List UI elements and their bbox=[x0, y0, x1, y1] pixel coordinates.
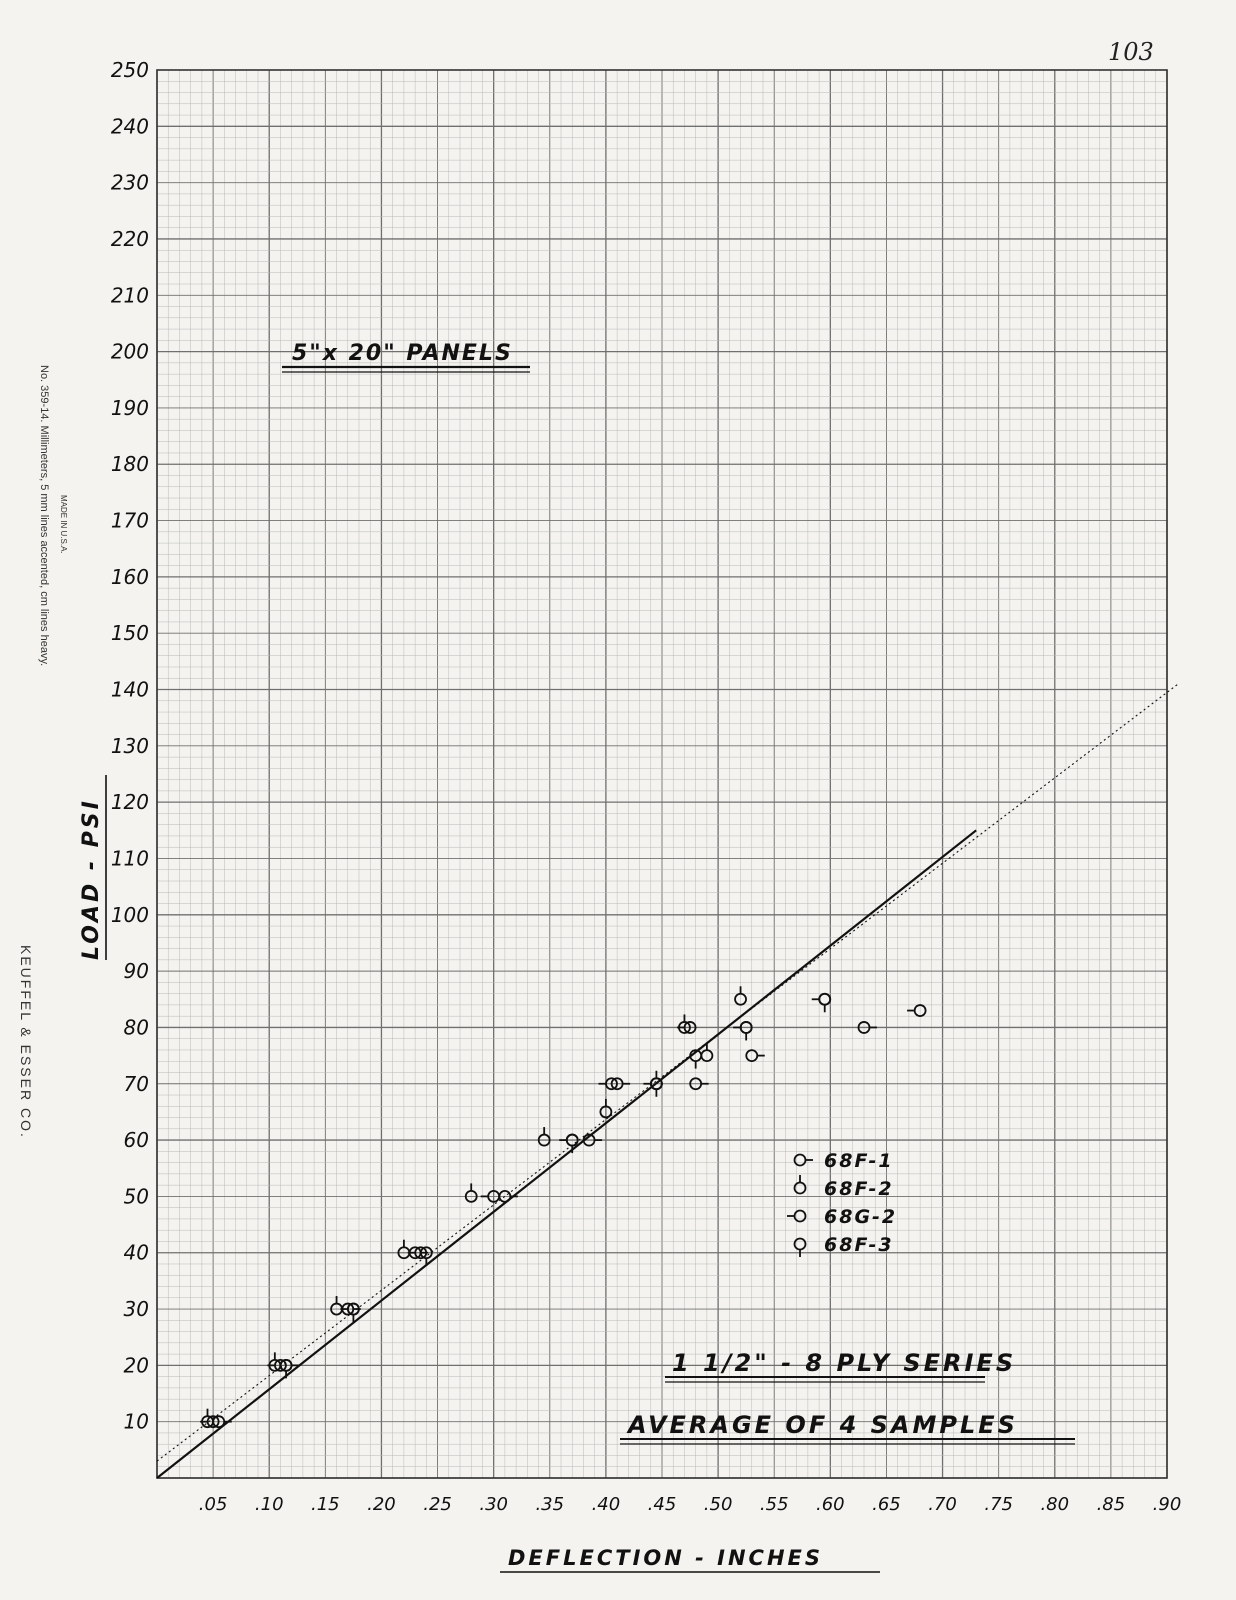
y-tick-label: 60 bbox=[123, 1128, 149, 1153]
data-point-series-4 bbox=[819, 994, 830, 1013]
legend-marker bbox=[795, 1155, 814, 1166]
y-tick-label: 180 bbox=[110, 452, 149, 477]
chart-title: 5"x 20" PANELS bbox=[292, 341, 513, 366]
y-tick-label: 230 bbox=[110, 170, 149, 195]
y-tick-label: 50 bbox=[123, 1184, 149, 1209]
x-tick-label: .15 bbox=[311, 1494, 340, 1515]
legend-label: 68F-1 bbox=[824, 1150, 894, 1172]
marker-circle bbox=[795, 1211, 806, 1222]
legend-label: 68G-2 bbox=[824, 1206, 898, 1228]
x-axis-label: DEFLECTION - INCHES bbox=[508, 1546, 824, 1570]
x-tick-label: .05 bbox=[198, 1494, 228, 1515]
y-tick-label: 200 bbox=[110, 339, 149, 364]
y-tick-label: 170 bbox=[110, 508, 149, 533]
y-tick-label: 100 bbox=[110, 902, 149, 927]
y-tick-label: 240 bbox=[110, 114, 149, 139]
y-tick-label: 110 bbox=[110, 846, 149, 871]
x-tick-label: .35 bbox=[535, 1494, 565, 1515]
marker-circle bbox=[819, 994, 830, 1005]
x-tick-label: .90 bbox=[1152, 1494, 1182, 1515]
x-tick-label: .20 bbox=[367, 1494, 396, 1515]
x-tick-labels bbox=[199, 1494, 1182, 1515]
x-tick-label: .50 bbox=[703, 1494, 733, 1515]
data-point-series-4 bbox=[741, 1022, 752, 1041]
paper-spec-imprint: No. 359-14. Millimeters, 5 mm lines accented, cm lines heavy. bbox=[38, 365, 50, 667]
y-tick-label: 210 bbox=[110, 283, 149, 308]
legend bbox=[787, 1150, 897, 1257]
y-tick-label: 40 bbox=[123, 1240, 149, 1265]
y-tick-label: 70 bbox=[123, 1071, 149, 1096]
marker-circle bbox=[795, 1183, 806, 1194]
marker-circle bbox=[795, 1239, 806, 1250]
legend-marker bbox=[787, 1211, 806, 1222]
data-point-series-2 bbox=[539, 1127, 550, 1146]
graph-grid bbox=[157, 70, 1167, 1478]
data-point-series-4 bbox=[651, 1078, 662, 1097]
fit-lines bbox=[157, 684, 1178, 1478]
made-in-imprint: MADE IN U.S.A. bbox=[59, 495, 68, 554]
x-tick-label: .65 bbox=[872, 1494, 901, 1515]
data-point-series-3 bbox=[907, 1005, 926, 1016]
y-tick-label: 30 bbox=[123, 1297, 149, 1322]
x-tick-label: .25 bbox=[423, 1494, 452, 1515]
y-tick-label: 80 bbox=[123, 1015, 149, 1040]
x-tick-label: .75 bbox=[984, 1494, 1013, 1515]
y-tick-label: 150 bbox=[110, 621, 149, 646]
y-tick-label: 190 bbox=[110, 395, 149, 420]
y-tick-label: 90 bbox=[123, 959, 149, 984]
x-tick-label: .10 bbox=[254, 1494, 284, 1515]
y-tick-label: 250 bbox=[110, 58, 149, 82]
legend-marker bbox=[795, 1175, 806, 1194]
x-tick-label: .45 bbox=[647, 1494, 677, 1515]
y-tick-label: 220 bbox=[110, 226, 149, 251]
x-tick-label: .80 bbox=[1040, 1494, 1070, 1515]
y-tick-label: 130 bbox=[110, 733, 149, 758]
y-axis-label: LOAD - PSI bbox=[79, 798, 104, 960]
y-tick-label: 20 bbox=[123, 1353, 149, 1378]
y-tick-label: 120 bbox=[110, 790, 149, 815]
marker-circle bbox=[795, 1155, 806, 1166]
page-number: 103 bbox=[1108, 38, 1154, 66]
y-tick-label: 160 bbox=[110, 564, 149, 589]
y-tick-label: 140 bbox=[110, 677, 149, 702]
x-tick-label: .60 bbox=[816, 1494, 845, 1515]
samples-subtitle: AVERAGE OF 4 SAMPLES bbox=[628, 1411, 1018, 1439]
x-tick-label: .55 bbox=[759, 1494, 789, 1515]
x-tick-label: .40 bbox=[591, 1494, 621, 1515]
legend-label: 68F-3 bbox=[824, 1234, 894, 1256]
x-tick-label: .70 bbox=[928, 1494, 957, 1515]
vendor-imprint: KEUFFEL & ESSER CO. bbox=[18, 945, 34, 1139]
legend-label: 68F-2 bbox=[824, 1178, 894, 1200]
series-subtitle: 1 1/2" - 8 PLY SERIES bbox=[672, 1349, 1017, 1377]
y-tick-labels bbox=[111, 58, 149, 1434]
data-point-series-1 bbox=[746, 1050, 765, 1061]
y-tick-label: 10 bbox=[123, 1409, 149, 1434]
x-tick-label: .30 bbox=[479, 1494, 508, 1515]
x-tick-label: .85 bbox=[1096, 1494, 1126, 1515]
